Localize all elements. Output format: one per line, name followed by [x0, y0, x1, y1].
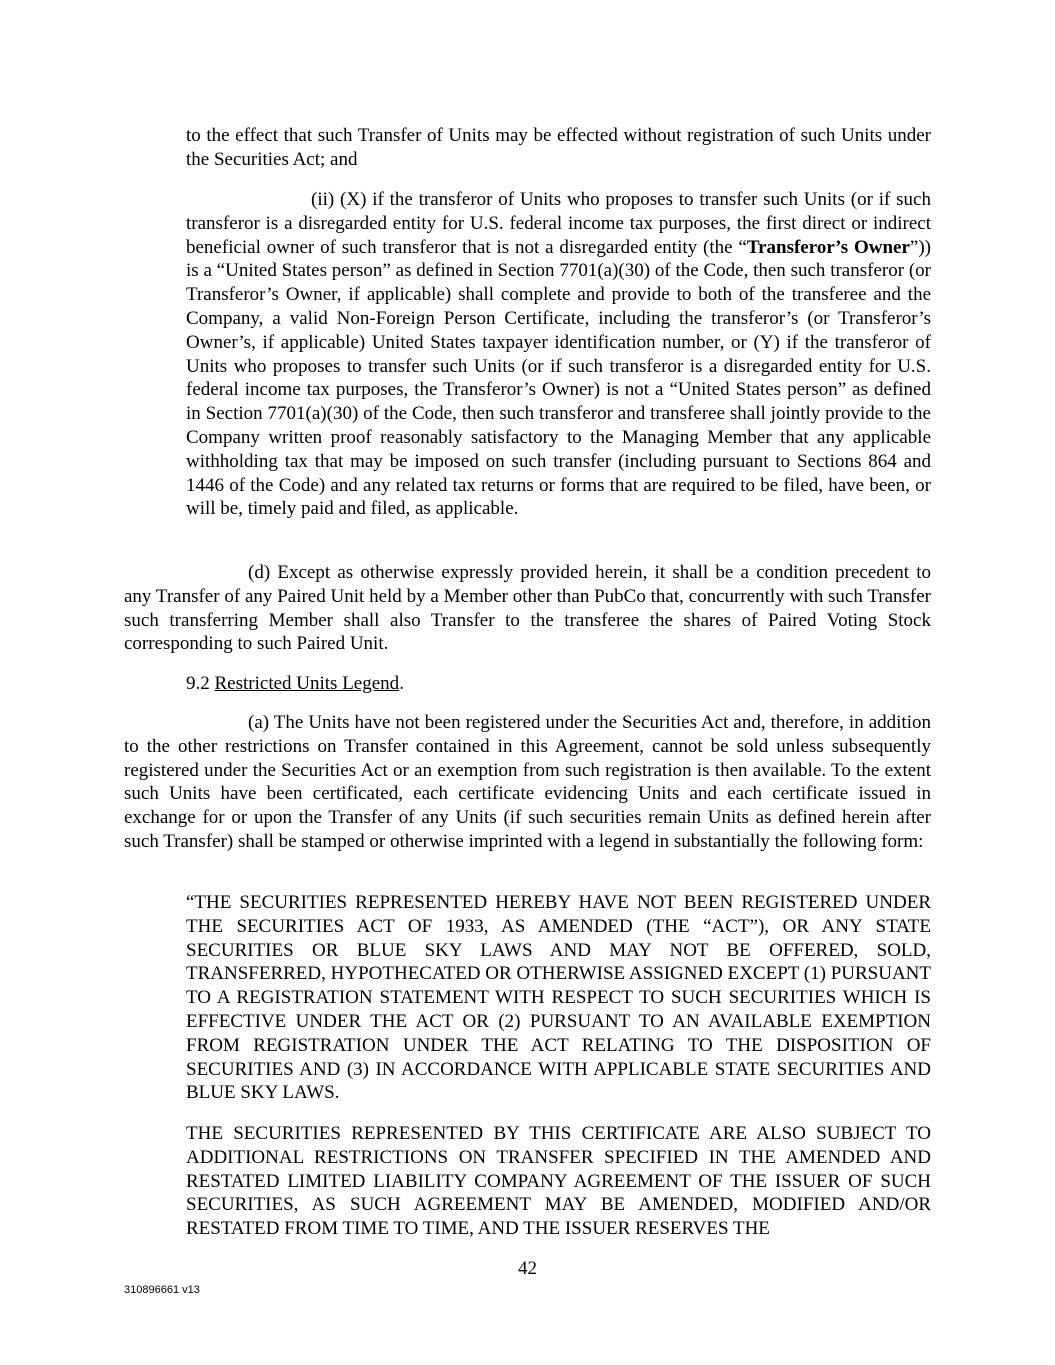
clause-ii-text-start: (ii) (X) if the transferor of Units who proposes to transfer such Units (or if such transferor is a disregarded entity for U.S. federal income tax purposes, the first direct or indirect beneficial owner of such transferor that is not a disregarded entity (the “	[186, 189, 931, 258]
section-number: 9.2	[186, 673, 210, 694]
defined-term-transferors-owner: Transferor’s Owner	[746, 236, 910, 258]
intro-fragment-paragraph: to the effect that such Transfer of Units may be effected without registration of such Units under the Securities Act; and	[186, 125, 931, 170]
section-9-2-heading	[124, 672, 931, 696]
clause-a-paragraph: (a) The Units have not been registered under the Securities Act and, therefore, in addition to the other restrictions on Transfer contained in this Agreement, cannot be sold unless subsequently registered under the Securities Act or an exemption from such registration is then available. To the extent such Units have been certificated, each certificate evidencing Units and each certificate issued in exchange for or upon the Transfer of any Units (if such securities remain Units as defined herein after such Transfer) shall be stamped or otherwise imprinted with a legend in substantially the following form:	[124, 712, 931, 852]
section-title: Restricted Units Legend	[214, 673, 400, 694]
section-title-period: .	[399, 673, 404, 694]
clause-ii-paragraph	[186, 188, 931, 521]
clause-ii-text-end: ”)) is a “United States person” as defined in Section 7701(a)(30) of the Code, then such transferor (or Transferor’s Owner, if applicable) shall complete and provide to both of the transferee and the Company, a valid Non-Foreign Person Certificate, including the transferor’s (or Transferor’s Owner’s, if applicable) United States taxpayer identification number, or (Y) if the transferor of Units who proposes to transfer such Units (or if such transferor is a disregarded entity for U.S. federal income tax purposes, the Transferor’s Owner) is not a “United States person” as defined in Section 7701(a)(30) of the Code, then such transferor and transferee shall jointly provide to the Company written proof reasonably satisfactory to the Managing Member that any applicable withholding tax that may be imposed on such transfer (including pursuant to Sections 864 and 1446 of the Code) and any related tax returns or forms that are required to be filed, have been, or will be, timely paid and filed, as applicable.	[186, 236, 932, 520]
clause-d-paragraph: (d) Except as otherwise expressly provided herein, it shall be a condition precedent to any Transfer of any Paired Unit held by a Member other than PubCo that, concurrently with such Transfer such transferring Member shall also Transfer to the transferee the shares of Paired Voting Stock corresponding to such Paired Unit.	[124, 562, 931, 655]
document-id: 310896661 v13	[124, 1284, 200, 1296]
page-number: 42	[518, 1258, 537, 1279]
legend-paragraph-1: “THE SECURITIES REPRESENTED HEREBY HAVE NOT BEEN REGISTERED UNDER THE SECURITIES ACT OF 1933, AS AMENDED (THE “ACT”), OR ANY STATE SECURITIES OR BLUE SKY LAWS AND MAY NOT BE OFFERED, SOLD, TRANSFERRED, HYPOTHECATED OR OTHERWISE ASSIGNED EXCEPT (1) PURSUANT TO A REGISTRATION STATEMENT WITH RESPECT TO SUCH SECURITIES WHICH IS EFFECTIVE UNDER THE ACT OR (2) PURSUANT TO AN AVAILABLE EXEMPTION FROM REGISTRATION UNDER THE ACT RELATING TO THE DISPOSITION OF SECURITIES AND (3) IN ACCORDANCE WITH APPLICABLE STATE SECURITIES AND BLUE SKY LAWS.	[186, 892, 931, 1104]
legend-paragraph-2: THE SECURITIES REPRESENTED BY THIS CERTIFICATE ARE ALSO SUBJECT TO ADDITIONAL RESTRICTIONS ON TRANSFER SPECIFIED IN THE AMENDED AND RESTATED LIMITED LIABILITY COMPANY AGREEMENT OF THE ISSUER OF SUCH SECURITIES, AS SUCH AGREEMENT MAY BE AMENDED, MODIFIED AND/OR RESTATED FROM TIME TO TIME, AND THE ISSUER RESERVES THE	[186, 1123, 931, 1240]
